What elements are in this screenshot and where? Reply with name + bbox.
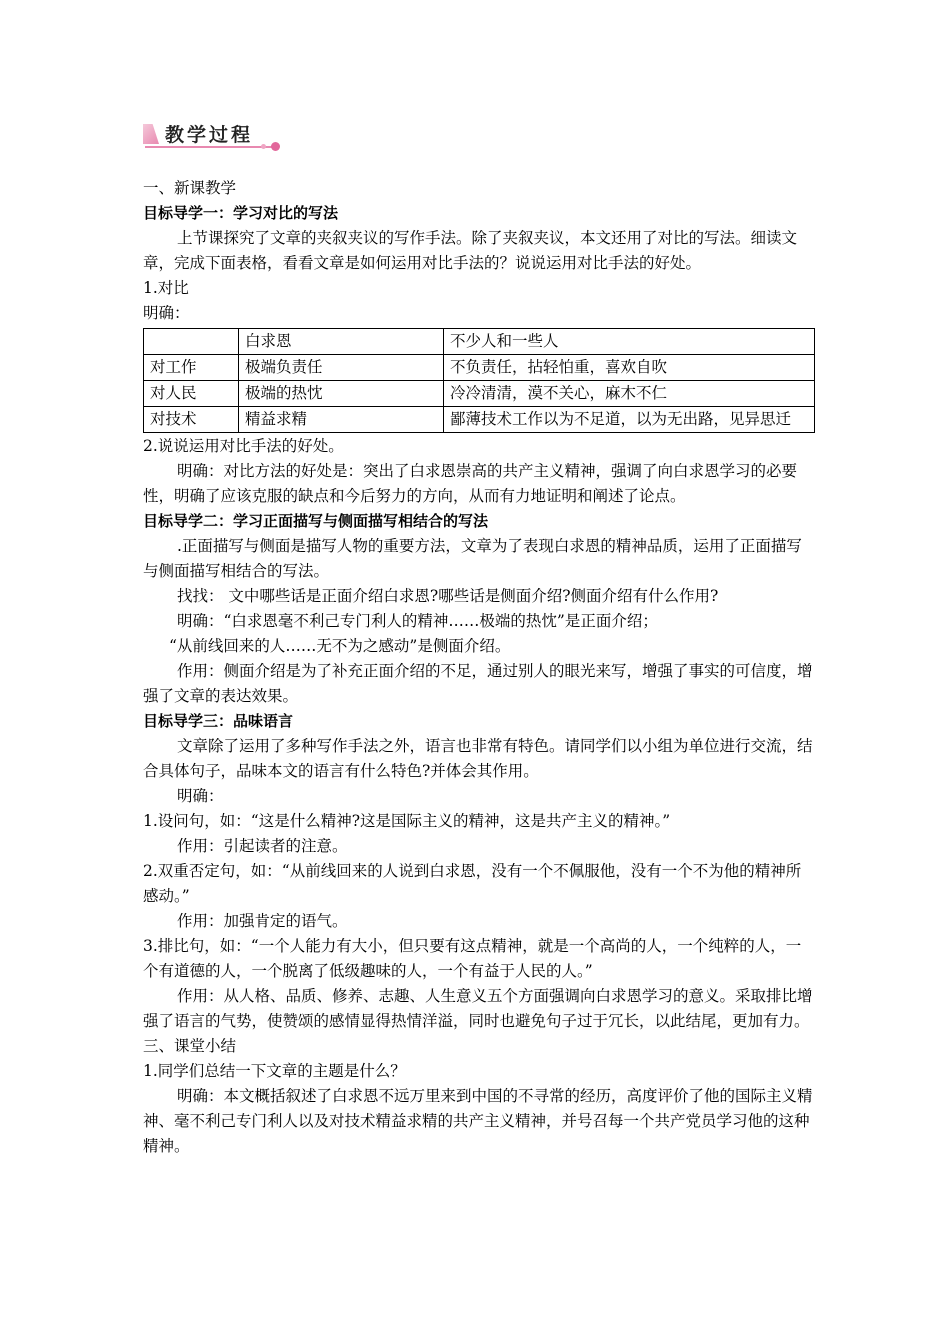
header-accent-bar xyxy=(143,124,159,144)
table-row xyxy=(144,355,815,381)
goal2-intro: .正面描写与侧面是描写人物的重要方法，文章为了表现白求恩的精神品质，运用了正面描写与侧面描写相结合的写法。 xyxy=(143,537,802,580)
table-cell: 不少人和一些人 xyxy=(444,329,815,355)
goal2-find: 找找： 文中哪些话是正面介绍白求恩?哪些话是侧面介绍?侧面介绍有什么作用? xyxy=(177,587,719,605)
header-dot-large xyxy=(271,142,280,151)
goal3-effect1: 作用：引起读者的注意。 xyxy=(177,837,348,855)
document-body xyxy=(143,176,815,1159)
table-cell: 极端的热忱 xyxy=(239,381,444,407)
goal1-heading: 目标导学一：学习对比的写法 xyxy=(143,204,339,222)
goal2-answer1: 明确：“白求恩毫不利己专门利人的精神……极端的热忱”是正面介绍； xyxy=(177,612,658,630)
goal2-answer2: “从前线回来的人……无不为之感动”是侧面介绍。 xyxy=(169,637,511,655)
goal3-heading: 目标导学三：品味语言 xyxy=(143,712,294,730)
table-cell: 对技术 xyxy=(144,407,239,433)
section-header-title: 教学过程 xyxy=(165,124,254,146)
table-cell: 对工作 xyxy=(144,355,239,381)
goal3-effect3: 作用：从人格、品质、修养、志趣、人生意义五个方面强调向白求恩学习的意义。采取排比增强了语言的气势，使赞颂的感情显得热情洋溢，同时也避免句子过于冗长，以此结尾，更加有力。 xyxy=(143,987,813,1030)
section-new-lesson: 一、新课教学 xyxy=(143,179,237,197)
goal3-mingque: 明确： xyxy=(177,787,224,805)
section-header-badge xyxy=(143,120,283,154)
goal3-item2: 2.双重否定句，如：“从前线回来的人说到白求恩，没有一个不佩服他，没有一个不为他的精神所感动。” xyxy=(143,862,802,905)
table-cell: 精益求精 xyxy=(239,407,444,433)
table-row xyxy=(144,407,815,433)
summary-heading: 三、课堂小结 xyxy=(143,1037,237,1055)
goal3-intro: 文章除了运用了多种写作手法之外，语言也非常有特色。请同学们以小组为单位进行交流，结合具体句子，品味本文的语言有什么特色?并体会其作用。 xyxy=(143,737,813,780)
table-header-row xyxy=(144,329,815,355)
goal2-effect: 作用：侧面介绍是为了补充正面介绍的不足，通过别人的眼光来写，增强了事实的可信度，增强了文章的表达效果。 xyxy=(143,662,813,705)
goal3-item1: 1.设问句，如：“这是什么精神?这是国际主义的精神，这是共产主义的精神。” xyxy=(143,812,671,830)
summary-question: 1.同学们总结一下文章的主题是什么？ xyxy=(143,1062,406,1080)
summary-answer: 明确：本文概括叙述了白求恩不远万里来到中国的不寻常的经历，高度评价了他的国际主义精神、毫不利己专门利人以及对技术精益求精的共产主义精神，并号召每一个共产党员学习他的这种精神。 xyxy=(143,1087,813,1155)
table-cell xyxy=(144,329,239,355)
goal1-mingque: 明确： xyxy=(143,304,190,322)
goal1-intro: 上节课探究了文章的夹叙夹议的写作手法。除了夹叙夹议，本文还用了对比的写法。细读文章，完成下面表格，看看文章是如何运用对比手法的？说说运用对比手法的好处。 xyxy=(143,229,798,272)
goal2-heading: 目标导学二：学习正面描写与侧面描写相结合的写法 xyxy=(143,512,489,530)
contrast-table xyxy=(143,328,815,433)
goal1-question1: 1.对比 xyxy=(143,279,189,297)
goal3-effect2: 作用：加强肯定的语气。 xyxy=(177,912,348,930)
goal1-answer2: 明确：对比方法的好处是：突出了白求恩崇高的共产主义精神，强调了向白求恩学习的必要性，明确了应该克服的缺点和今后努力的方向，从而有力地证明和阐述了论点。 xyxy=(143,462,798,505)
table-cell: 鄙薄技术工作以为不足道，以为无出路，见异思迁 xyxy=(444,407,815,433)
header-dot-small xyxy=(261,144,266,149)
table-cell: 白求恩 xyxy=(239,329,444,355)
table-cell: 冷冷清清，漠不关心，麻木不仁 xyxy=(444,381,815,407)
table-cell: 不负责任，拈轻怕重，喜欢自吹 xyxy=(444,355,815,381)
header-underline xyxy=(145,146,273,148)
table-row xyxy=(144,381,815,407)
table-cell: 极端负责任 xyxy=(239,355,444,381)
table-cell: 对人民 xyxy=(144,381,239,407)
goal3-item3: 3.排比句，如：“一个人能力有大小，但只要有这点精神，就是一个高尚的人，一个纯粹的人，一个有道德的人，一个脱离了低级趣味的人，一个有益于人民的人。” xyxy=(143,937,802,980)
goal1-question2: 2.说说运用对比手法的好处。 xyxy=(143,437,344,455)
